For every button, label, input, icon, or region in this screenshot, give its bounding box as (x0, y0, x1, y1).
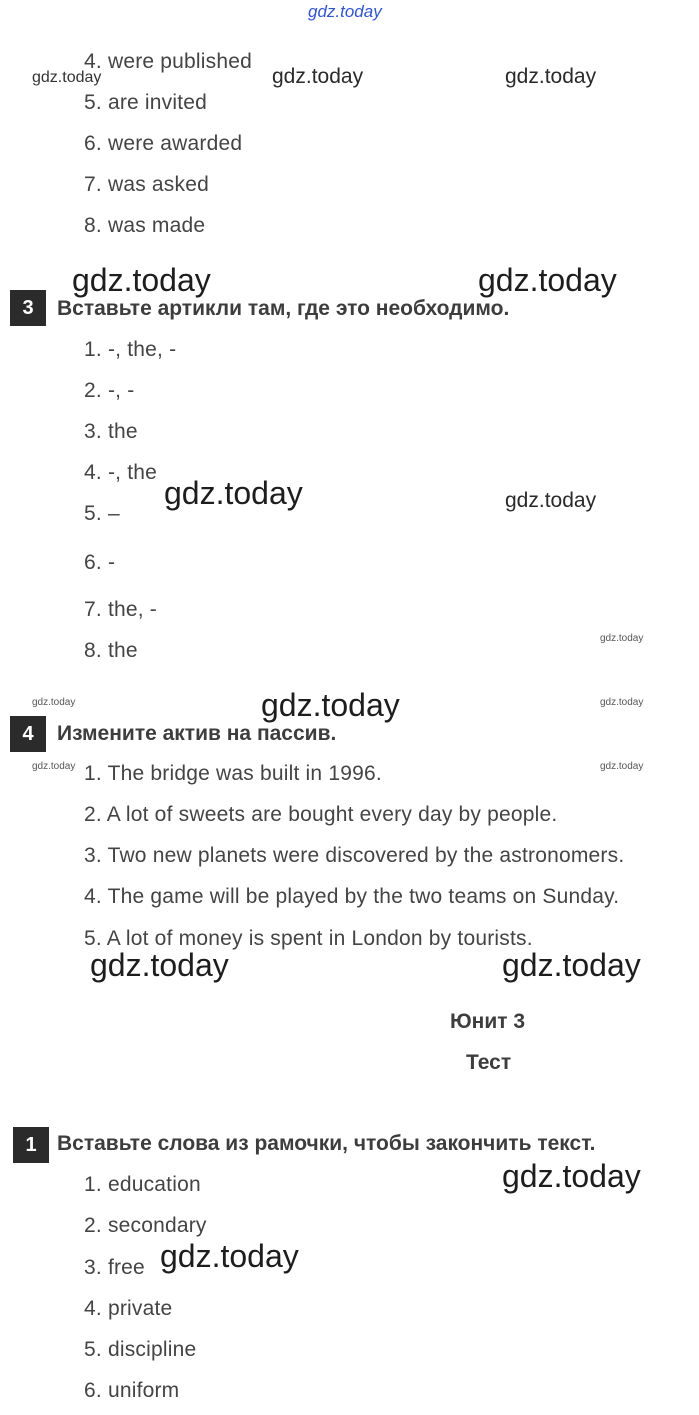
watermark: gdz.today (32, 761, 76, 772)
watermark: gdz.today (600, 761, 644, 772)
list-item: 4. private (84, 1297, 173, 1320)
watermark: gdz.today (32, 697, 76, 708)
list-item: 3. the (84, 420, 138, 443)
list-item: 4. The game will be played by the two teams on Sunday. (84, 885, 620, 908)
task-title: Измените актив на пассив. (57, 722, 337, 745)
list-item: 2. -, - (84, 379, 135, 402)
list-item: 3. free (84, 1256, 145, 1279)
list-item: 6. - (84, 551, 116, 574)
list-item: 1. education (84, 1173, 201, 1196)
watermark: gdz.today (505, 65, 597, 88)
watermark: gdz.today (32, 69, 102, 86)
watermark: gdz.today (600, 633, 644, 644)
list-item: 8. the (84, 639, 138, 662)
watermark: gdz.today (502, 947, 641, 983)
list-item: 5. discipline (84, 1338, 197, 1361)
watermark: gdz.today (272, 65, 364, 88)
watermark: gdz.today (261, 687, 400, 723)
watermark: gdz.today (478, 262, 617, 298)
watermark: gdz.today (505, 489, 597, 512)
unit-subtitle: Тест (466, 1051, 512, 1074)
watermark: gdz.today (164, 475, 303, 511)
task-number-badge: 3 (10, 290, 46, 326)
list-item: 4. were published (84, 50, 253, 73)
list-item: 2. secondary (84, 1214, 207, 1237)
watermark-top: gdz.today (308, 2, 382, 21)
watermark: gdz.today (160, 1238, 299, 1274)
watermark: gdz.today (600, 697, 644, 708)
list-item: 7. the, - (84, 598, 158, 621)
list-item: 4. -, the (84, 461, 158, 484)
list-item: 5. A lot of money is spent in London by tourists. (84, 927, 533, 950)
list-item: 7. was asked (84, 173, 209, 196)
list-item: 6. were awarded (84, 132, 243, 155)
watermark: gdz.today (90, 947, 229, 983)
list-item: 1. -, the, - (84, 338, 177, 361)
task-title: Вставьте артикли там, где это необходимо. (57, 297, 510, 320)
task-number-badge: 4 (10, 716, 46, 752)
list-item: 5. are invited (84, 91, 208, 114)
task-title: Вставьте слова из рамочки, чтобы закончить текст. (57, 1132, 596, 1155)
unit-title: Юнит 3 (450, 1010, 526, 1033)
task-number-badge: 1 (13, 1127, 49, 1163)
list-item: 5. – (84, 502, 120, 525)
list-item: 2. A lot of sweets are bought every day by people. (84, 803, 558, 826)
watermark: gdz.today (502, 1158, 641, 1194)
list-item: 6. uniform (84, 1379, 180, 1402)
list-item: 8. was made (84, 214, 206, 237)
watermark: gdz.today (72, 262, 211, 298)
list-item: 3. Two new planets were discovered by the astronomers. (84, 844, 625, 867)
list-item: 1. The bridge was built in 1996. (84, 762, 382, 785)
